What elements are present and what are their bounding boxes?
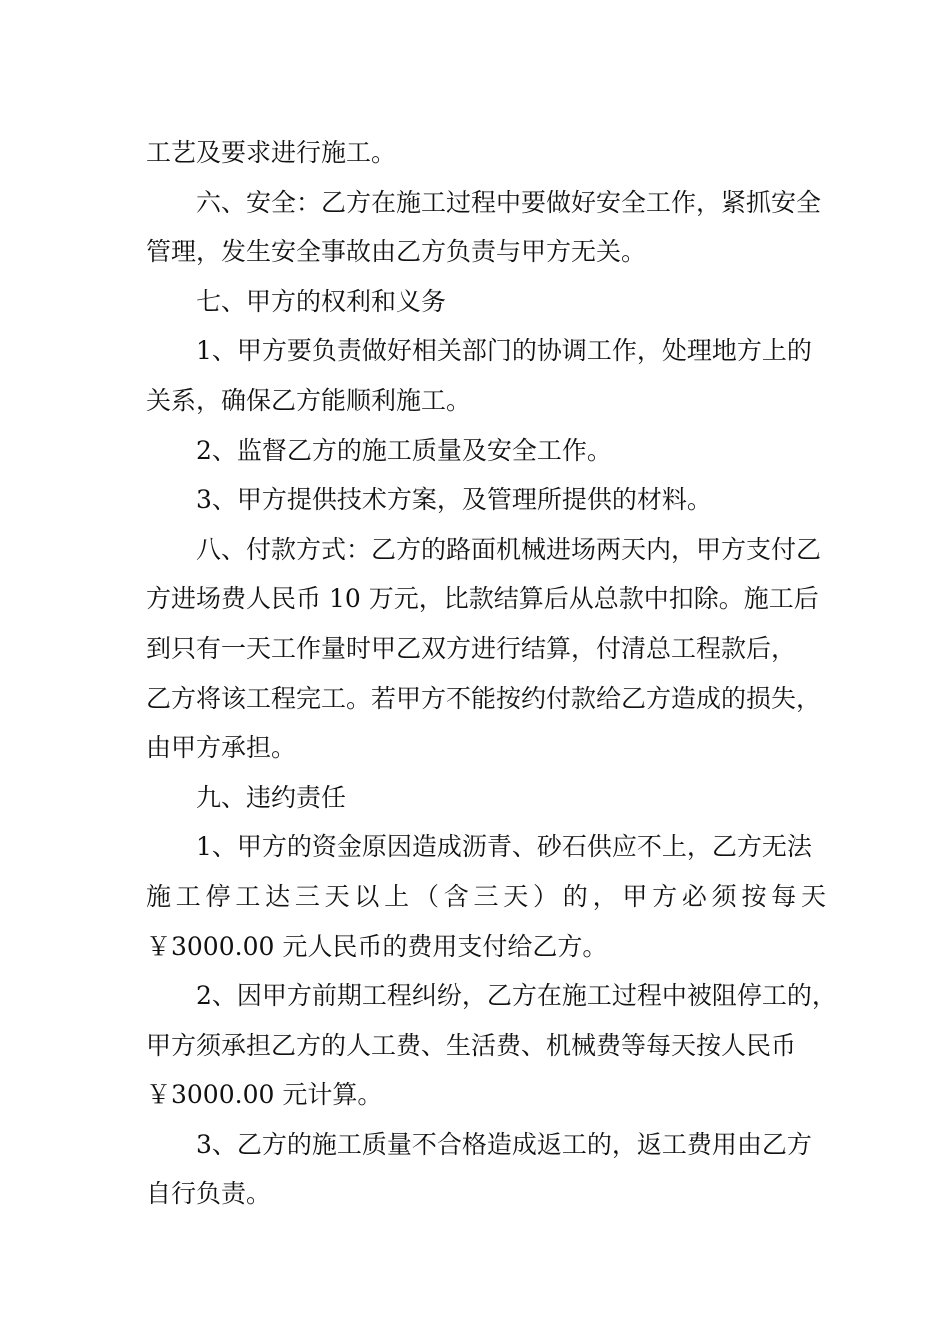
text-line-justified: 施工停工达三天以上（含三天）的，甲方必须按每天 <box>146 881 826 911</box>
clause-9-1: 1、甲方的资金原因造成沥青、砂石供应不上，乙方无法 <box>196 832 812 862</box>
text-line: 方进场费人民币 10 万元，比款结算后从总款中扣除。施工后 <box>146 584 819 614</box>
text-line: 关系，确保乙方能顺利施工。 <box>146 385 472 415</box>
section-nine-heading: 九、违约责任 <box>196 782 347 812</box>
clause-9-2: 2、因甲方前期工程纠纷，乙方在施工过程中被阻停工的， <box>196 981 837 1011</box>
text-line: 自行负责。 <box>146 1179 272 1209</box>
clause-7-2: 2、监督乙方的施工质量及安全工作。 <box>196 435 612 465</box>
text-line: 管理，发生安全事故由乙方负责与甲方无关。 <box>146 237 647 267</box>
text-line: 由甲方承担。 <box>146 733 297 763</box>
section-seven-heading: 七、甲方的权利和义务 <box>196 286 447 316</box>
document-body <box>146 128 837 1219</box>
text-line: ￥3000.00 元人民币的费用支付给乙方。 <box>146 931 608 961</box>
text-line: 甲方须承担乙方的人工费、生活费、机械费等每天按人民币 <box>146 1030 797 1060</box>
clause-7-1: 1、甲方要负责做好相关部门的协调工作，处理地方上的 <box>196 336 812 366</box>
text-line: ￥3000.00 元计算。 <box>146 1080 383 1110</box>
clause-7-3: 3、甲方提供技术方案，及管理所提供的材料。 <box>196 485 712 515</box>
text-line: 工艺及要求进行施工。 <box>146 138 397 167</box>
section-six-safety: 六、安全：乙方在施工过程中要做好安全工作，紧抓安全 <box>196 187 822 217</box>
text-line: 到只有一天工作量时甲乙双方进行结算，付清总工程款后， <box>146 633 797 663</box>
text-line: 乙方将该工程完工。若甲方不能按约付款给乙方造成的损失， <box>146 683 822 713</box>
section-eight-payment: 八、付款方式：乙方的路面机械进场两天内，甲方支付乙 <box>196 534 822 564</box>
clause-9-3: 3、乙方的施工质量不合格造成返工的，返工费用由乙方 <box>196 1129 812 1159</box>
